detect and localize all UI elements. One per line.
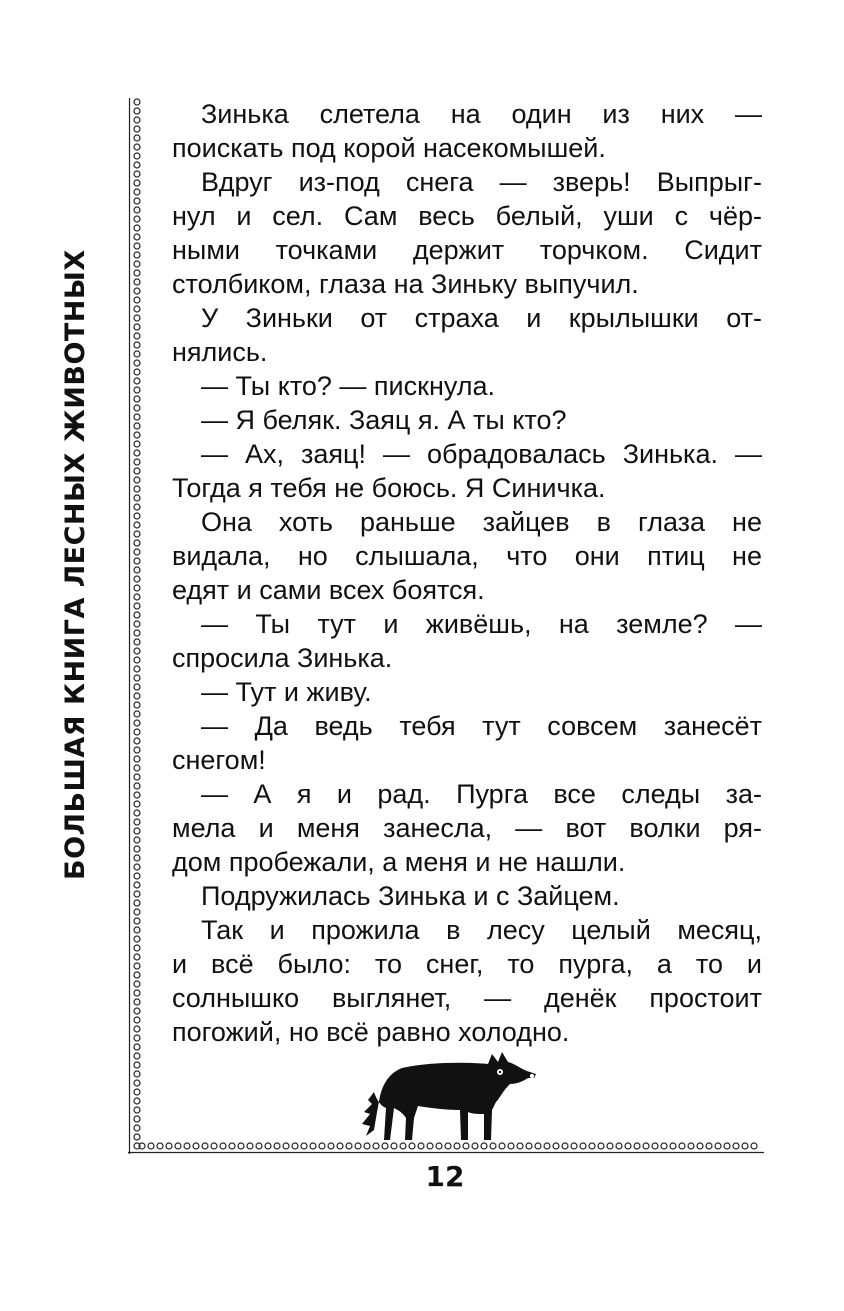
text-line: Она хоть раньше зайцев в глаза не [201, 507, 762, 537]
text-line: снегом! [172, 745, 266, 775]
text-line: Подружилась Зинька и с Зайцем. [201, 881, 620, 911]
text-line: солнышко выглянет, — денёк простоит [172, 983, 762, 1013]
story-text [172, 97, 762, 1049]
text-line: — Я беляк. Заяц я. А ты кто? [201, 405, 567, 435]
page-number: 12 [425, 1160, 465, 1193]
text-line: У Зиньки от страха и крылышки от- [201, 303, 762, 333]
text-line: поискать под корой насекомышей. [172, 133, 606, 163]
book-series-title: БОЛЬШАЯ КНИГА ЛЕСНЫХ ЖИВОТНЫХ [60, 249, 91, 880]
text-line: и всё было: то снег, то пурга, а то и [172, 949, 762, 979]
text-line: видала, но слышала, что они птиц не [172, 541, 762, 571]
text-line: — Ты тут и живёшь, на земле? — [201, 609, 762, 639]
vertical-border-ornament [128, 98, 142, 1154]
text-line: — Да ведь тебя тут совсем занесёт [201, 711, 762, 741]
text-line: нялись. [172, 337, 268, 367]
text-line: — Ах, заяц! — обрадовалась Зинька. — [201, 439, 762, 469]
text-line: — Тут и живу. [201, 677, 372, 707]
text-line: Так и прожила в лесу целый месяц, [201, 915, 762, 945]
text-line: мела и меня занесла, — вот волки ря- [172, 813, 762, 843]
text-line: едят и сами всех боятся. [172, 575, 485, 605]
text-line: Тогда я тебя не боюсь. Я Синичка. [172, 473, 606, 503]
text-line: Вдруг из-под снега — зверь! Выпрыг- [201, 167, 762, 197]
text-line: ными точками держит торчком. Сидит [172, 235, 762, 265]
text-line: погожий, но всё равно холодно. [172, 1017, 570, 1047]
text-line: нул и сел. Сам весь белый, уши с чёр- [172, 201, 762, 231]
text-line: дом пробежали, а меня и не нашли. [172, 847, 626, 877]
wolf-silhouette-icon [360, 1048, 538, 1148]
text-line: спросила Зинька. [172, 643, 393, 673]
text-line: — А я и рад. Пурга все следы за- [201, 779, 762, 809]
text-line: Зинька слетела на один из них — [201, 99, 762, 129]
text-line: столбиком, глаза на Зиньку выпучил. [172, 269, 639, 299]
text-line: — Ты кто? — пискнула. [201, 371, 496, 401]
